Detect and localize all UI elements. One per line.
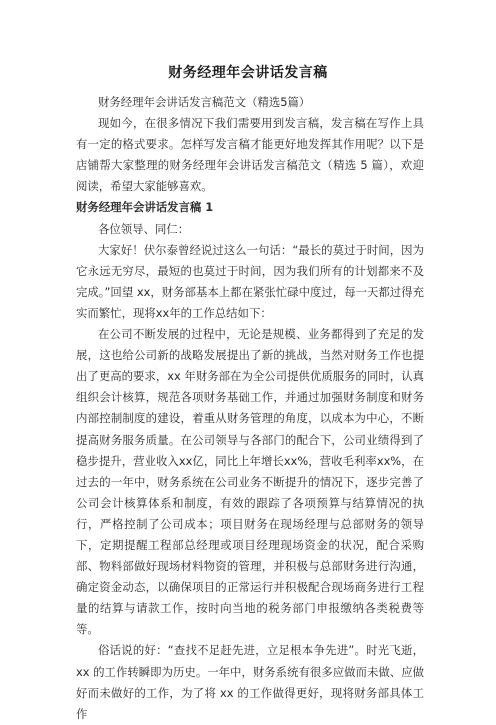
body-paragraph: 俗话说的好：“查找不足赶先进，立足根本争先进”。时光飞逝，xx 的工作转瞬即为历史。一年中，财务系统有很多应做而未做、应做好而未做好的工作，为了将 xx 的工作做得更好，现将财务部具体工作 (76, 643, 424, 721)
document-title: 财务经理年会讲话发言稿 (168, 65, 328, 81)
section-heading: 财务经理年会讲话发言稿 1 (76, 200, 214, 215)
body-paragraph: 在公司不断发展的过程中，无论是规模、业务都得到了充足的发展，这也给公司新的战略发展提出了新的挑战，当然对财务工作也提出了更高的要求，xx 年财务部在为全公司提供优质服务的同时，认真组织会计核算，规范各项财务基础工作，并通过加强财务制度和财务内部控制制度的建设，着重从财务管理的角度，以成本为中心，不断提高财务服务质量。在公司领导与各部门的配合下，公司业绩得到了稳步提升，营业收入xx亿，同比上年增长xx%，营收毛利率xx%，在过去的一年中，财务系统在公司业务不断提升的情况下，逐步完善了公司会计核算体系和制度，有效的跟踪了各项预算与结算情况的执行，严格控制了公司成本；项目财务在现场经理与总部财务的领导下，定期提醒工程部总经理或项目经理现场资金的状况，配合采购部、物料部做好现场材料物资的管理，并积极与总部财务进行沟通，确定资金动态，以确保项目的正常运行并积极配合现场商务进行工程量的结算与请款工作，按时向当地的税务部门申报缴纳各类税费等等。 (76, 327, 424, 637)
subtitle-paragraph: 财务经理年会讲话发言稿范文（精选5篇） (98, 95, 311, 109)
salutation-paragraph: 各位领导、同仁： (98, 221, 190, 236)
document-body (76, 92, 424, 725)
intro-paragraph: 现如今，在很多情况下我们需要用到发言稿，发言稿在写作上具有一定的格式要求。怎样写发言稿才能更好地发挥其作用呢？以下是店铺帮大家整理的财务经理年会讲话发言稿范文（精选 5 篇），欢迎阅读，希望大家能够喜欢。 (76, 116, 424, 194)
body-paragraph: 大家好！伏尔泰曾经说过这么一句话：“最长的莫过于时间，因为它永远无穷尽，最短的也莫过于时间，因为我们所有的计划都来不及完成。”回望 xx，财务部基本上都在紧张忙碌中度过，每一天都过得充实而繁忙，现将xx年的工作总结如下： (76, 242, 424, 320)
